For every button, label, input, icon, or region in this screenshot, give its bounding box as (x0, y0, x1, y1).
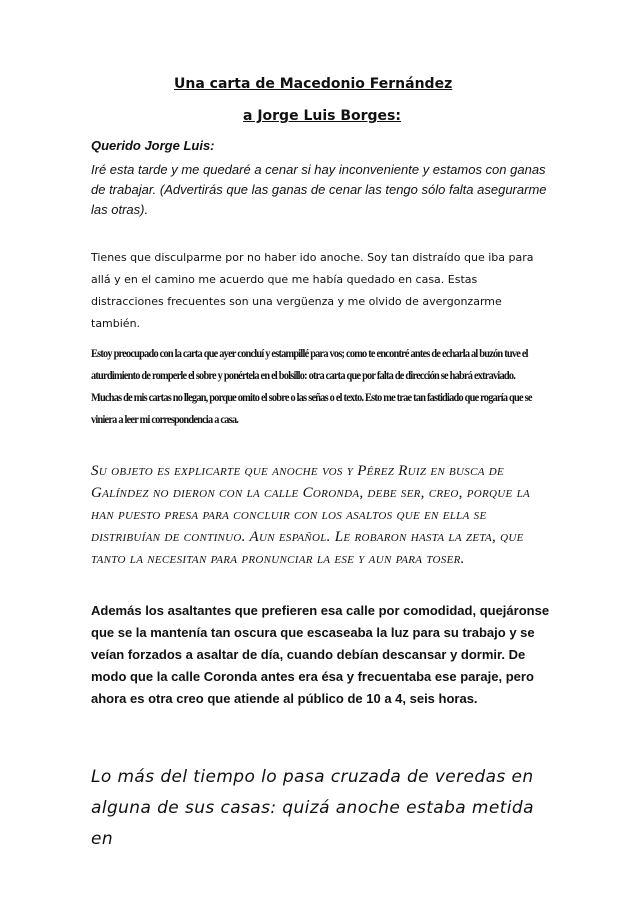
paragraph-3: Estoy preocupado con la carta que ayer concluí y estampillé para vos; como te encontré antes de echarla al buzón tuve el aturdimiento de romperle el sobre y ponértela en el bolsillo: otra carta que por falta de dirección se habrá extraviado. Muchas de mis cartas no llegan, porque omito el sobre o las señas o el texto. Esto me trae tan fastidiado que rogaría que se viniera a leer mi correspondencia a casa. (91, 346, 532, 426)
paragraph-1: Iré esta tarde y me quedaré a cenar si hay inconveniente y estamos con ganas de trabajar. (Advertirás que las ganas de cenar las tengo sólo falta asegurarme las otras). (91, 162, 547, 217)
title-line-2: a Jorge Luis Borges: (243, 108, 401, 124)
paragraph-4: Su objeto es explicarte que anoche vos y Pérez Ruiz en busca de Galíndez no dieron con la calle Coronda, debe ser, creo, porque la han puesto presa para concluir con los asaltos que en ella se distribuían de continuo. Aun español. Le robaron hasta la zeta, que tanto la necesitan para pronunciar la ese y aun para toser. (91, 463, 531, 567)
paragraph-5: Además los asaltantes que prefieren esa calle por comodidad, quejáronse que se la mantenía tan oscura que escaseaba la luz para su trabajo y se veían forzados a asaltar de día, cuando debían descansar y dormir. De modo que la calle Coronda antes era ésa y frecuentaba ese paraje, pero ahora es otra creo que atiende al público de 10 a 4, seis horas. (91, 603, 550, 706)
paragraph-6: Lo más del tiempo lo pasa cruzada de veredas en alguna de sus casas: quizá anoche estaba metida en (91, 767, 534, 849)
greeting: Querido Jorge Luis: (91, 138, 215, 153)
paragraph-2: Tienes que disculparme por no haber ido anoche. Soy tan distraído que iba para allá y en el camino me acuerdo que me había quedado en casa. Estas distracciones frecuentes son una vergüenza y me olvido de avergonzarme también. (91, 251, 534, 330)
title-line-1: Una carta de Macedonio Fernández (174, 76, 453, 92)
